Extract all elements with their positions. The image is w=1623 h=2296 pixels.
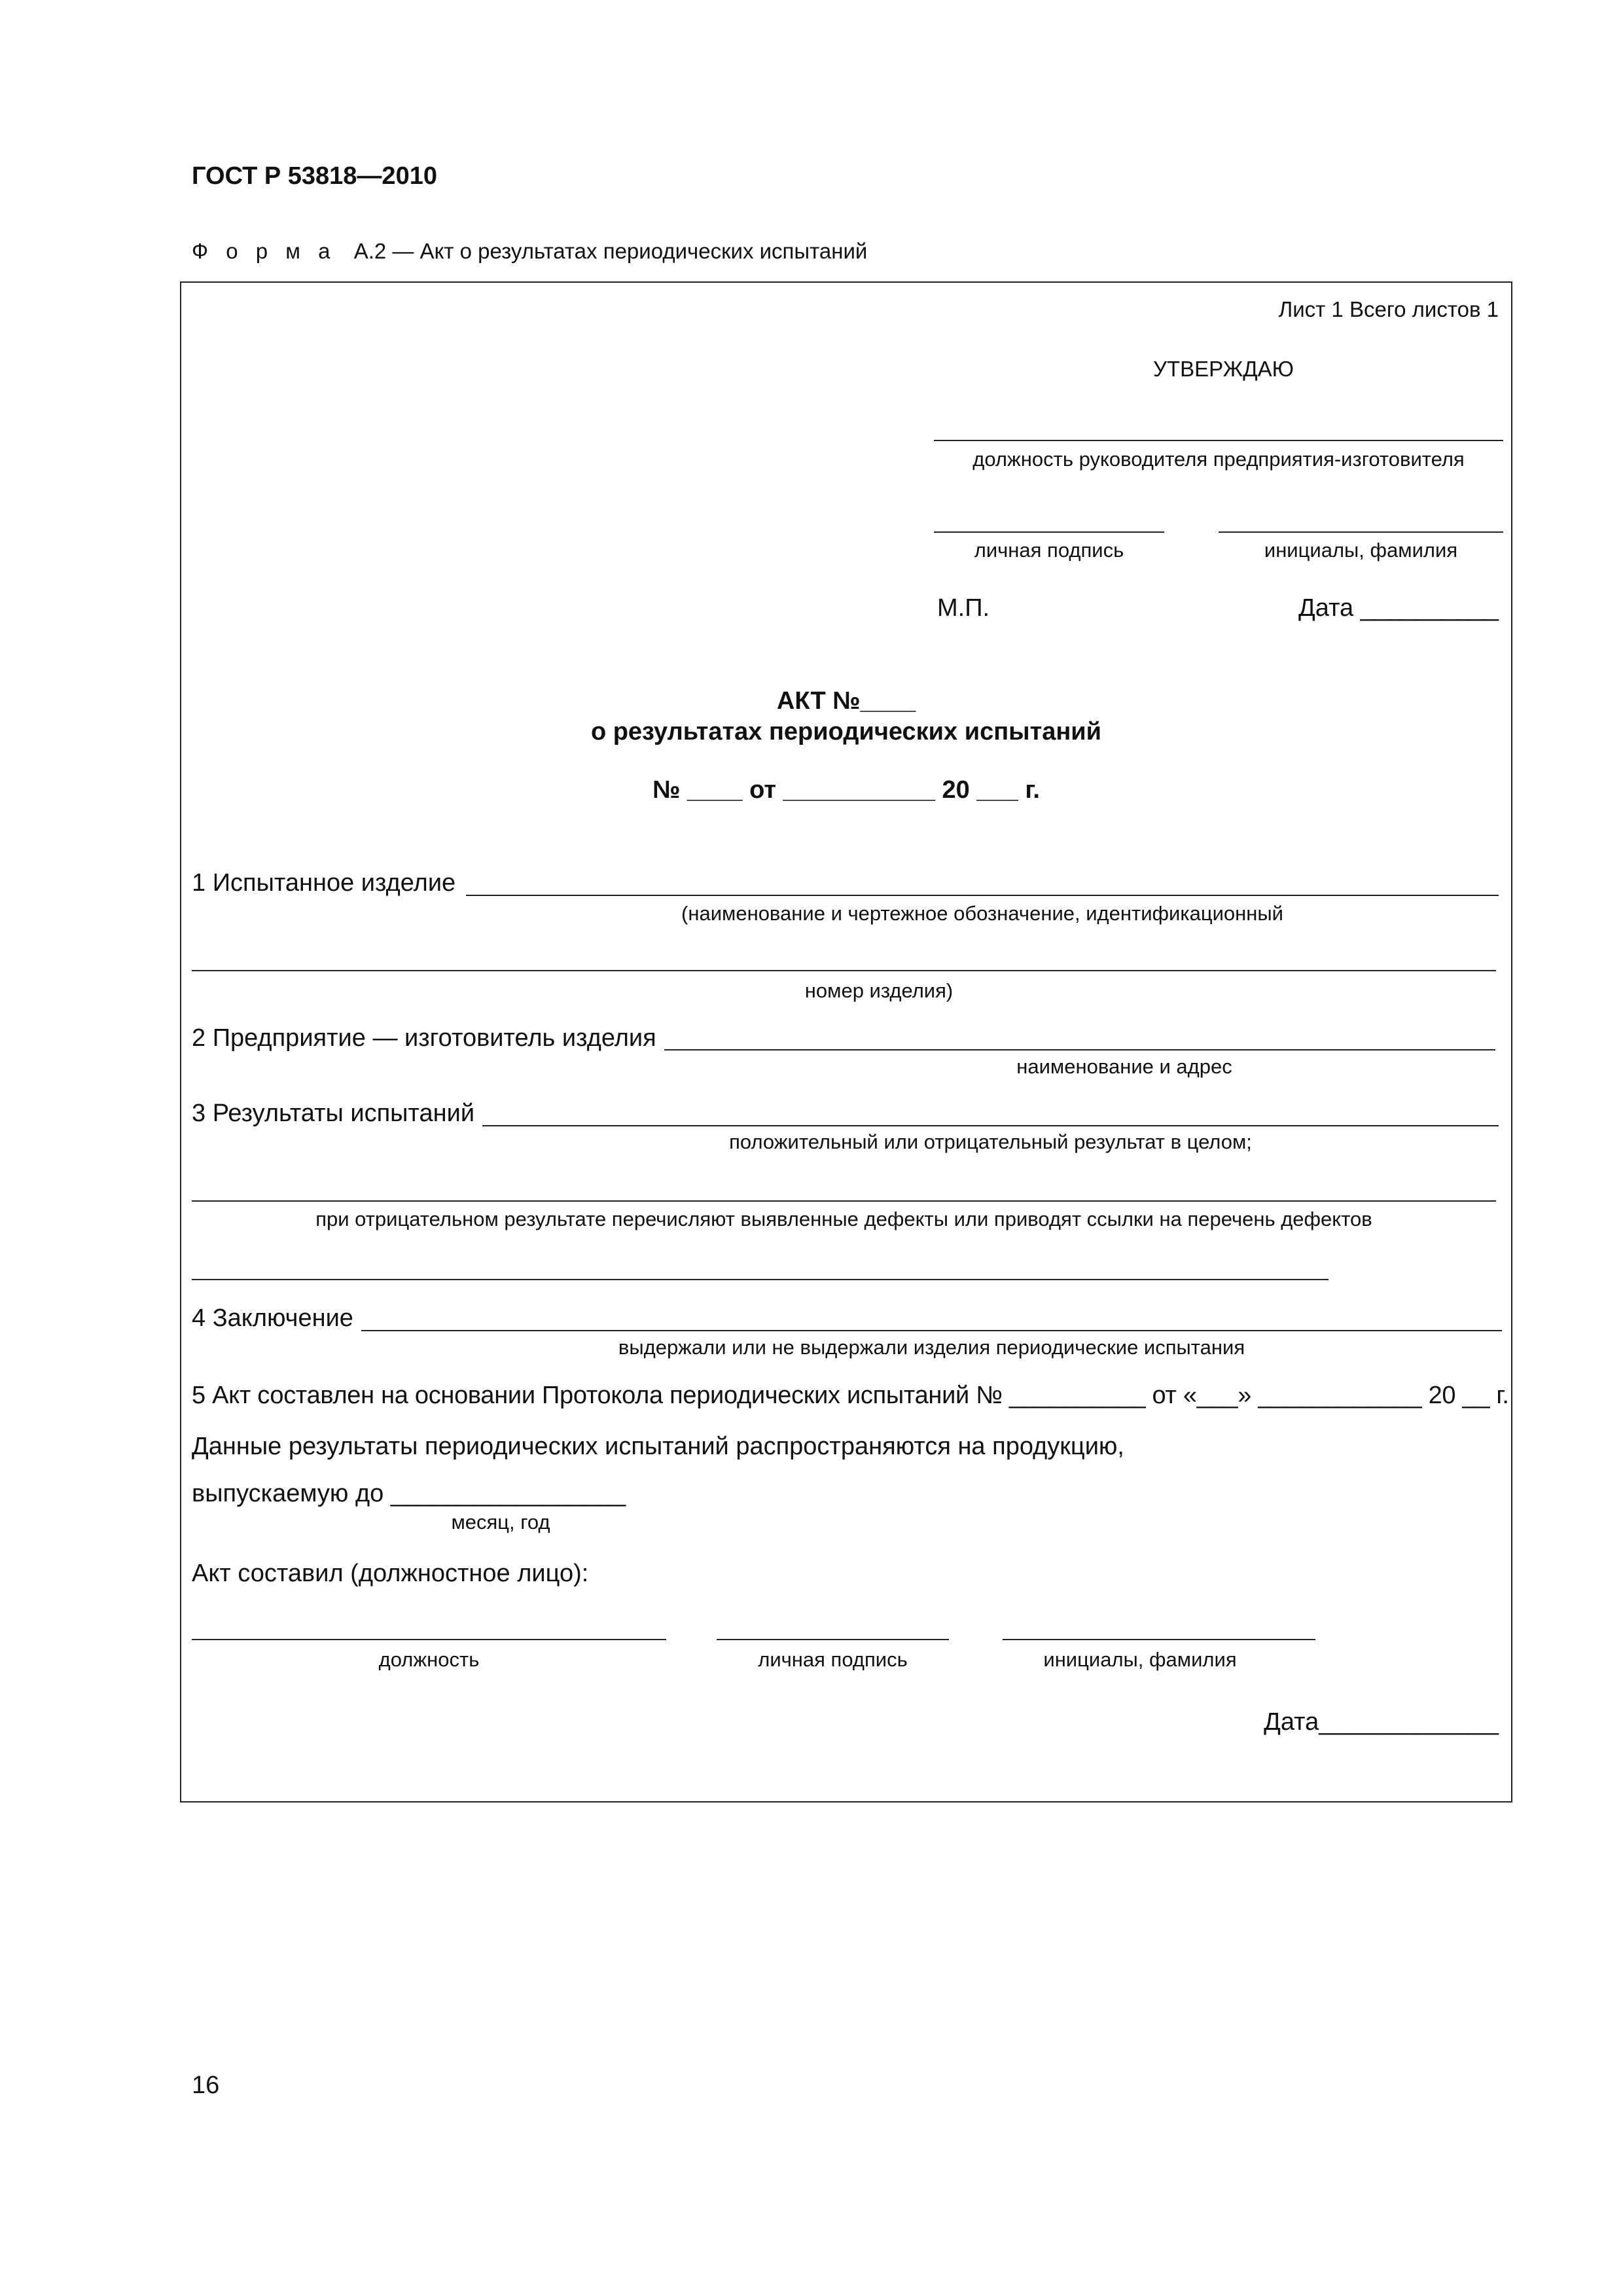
approver-position-line xyxy=(934,440,1503,441)
scope-line2: выпускаемую до _________________ xyxy=(192,1480,626,1507)
compiler-name-line xyxy=(1003,1639,1315,1640)
compiler-name-hint: инициалы, фамилия xyxy=(1043,1648,1237,1671)
compiler-signature-hint: личная подпись xyxy=(758,1648,908,1671)
item3-label: 3 Результаты испытаний xyxy=(192,1100,475,1127)
item3-hint2: при отрицательном результате перечисляют выявленные дефекты или приводят ссылки на перечень дефектов xyxy=(315,1208,1372,1230)
item2-hint: наименование и адрес xyxy=(1016,1055,1232,1078)
item1-line xyxy=(466,895,1499,896)
item3-hint: положительный или отрицательный результат в целом; xyxy=(729,1130,1252,1153)
compiler-signature-line xyxy=(717,1639,949,1640)
approver-signature-line xyxy=(934,531,1164,533)
item2-label: 2 Предприятие — изготовитель изделия xyxy=(192,1024,656,1052)
form-title: А.2 — Акт о результатах периодических испытаний xyxy=(353,239,868,263)
item5-text: 5 Акт составлен на основании Протокола периодических испытаний № __________ от «___» ____________ 20 __ г. xyxy=(192,1382,1509,1409)
item2-line xyxy=(664,1049,1495,1050)
approver-position-hint: должность руководителя предприятия-изготовителя xyxy=(972,448,1465,471)
sheet-info: Лист 1 Всего листов 1 xyxy=(1278,297,1499,321)
item1-line2 xyxy=(192,970,1496,971)
page-number: 16 xyxy=(192,2072,220,2099)
form-prefix: Ф о р м а xyxy=(192,239,336,263)
scope-line1: Данные результаты периодических испытаний распространяются на продукцию, xyxy=(192,1433,1124,1460)
item1-hint: (наименование и чертежное обозначение, идентификационный xyxy=(681,902,1283,925)
act-number-date: № ____ от ___________ 20 ___ г. xyxy=(652,776,1040,804)
compiler-label: Акт составил (должностное лицо): xyxy=(192,1560,589,1587)
scope-hint: месяц, год xyxy=(451,1511,550,1534)
approval-date: Дата __________ xyxy=(1298,594,1499,622)
item3-line2 xyxy=(192,1200,1496,1202)
item1-hint2: номер изделия) xyxy=(804,979,954,1002)
approve-label: УТВЕРЖДАЮ xyxy=(1153,357,1294,381)
seal-label: М.П. xyxy=(937,594,990,622)
approver-name-hint: инициалы, фамилия xyxy=(1264,539,1458,562)
act-title: АКТ №____ xyxy=(776,687,916,715)
form-caption xyxy=(192,239,867,264)
item4-hint: выдержали или не выдержали изделия периодические испытания xyxy=(618,1336,1245,1359)
act-subtitle: о результатах периодических испытаний xyxy=(590,718,1102,745)
final-date: Дата_____________ xyxy=(1264,1708,1499,1736)
item3-line xyxy=(482,1125,1499,1126)
approver-signature-hint: личная подпись xyxy=(974,539,1124,562)
item1-label: 1 Испытанное изделие xyxy=(192,869,456,897)
document-code: ГОСТ Р 53818—2010 xyxy=(192,162,437,190)
item4-line xyxy=(361,1330,1502,1331)
item4-label: 4 Заключение xyxy=(192,1304,353,1332)
approver-name-line xyxy=(1219,531,1503,533)
compiler-position-hint: должность xyxy=(378,1648,480,1671)
compiler-position-line xyxy=(192,1639,666,1640)
item3-line3 xyxy=(192,1279,1329,1280)
